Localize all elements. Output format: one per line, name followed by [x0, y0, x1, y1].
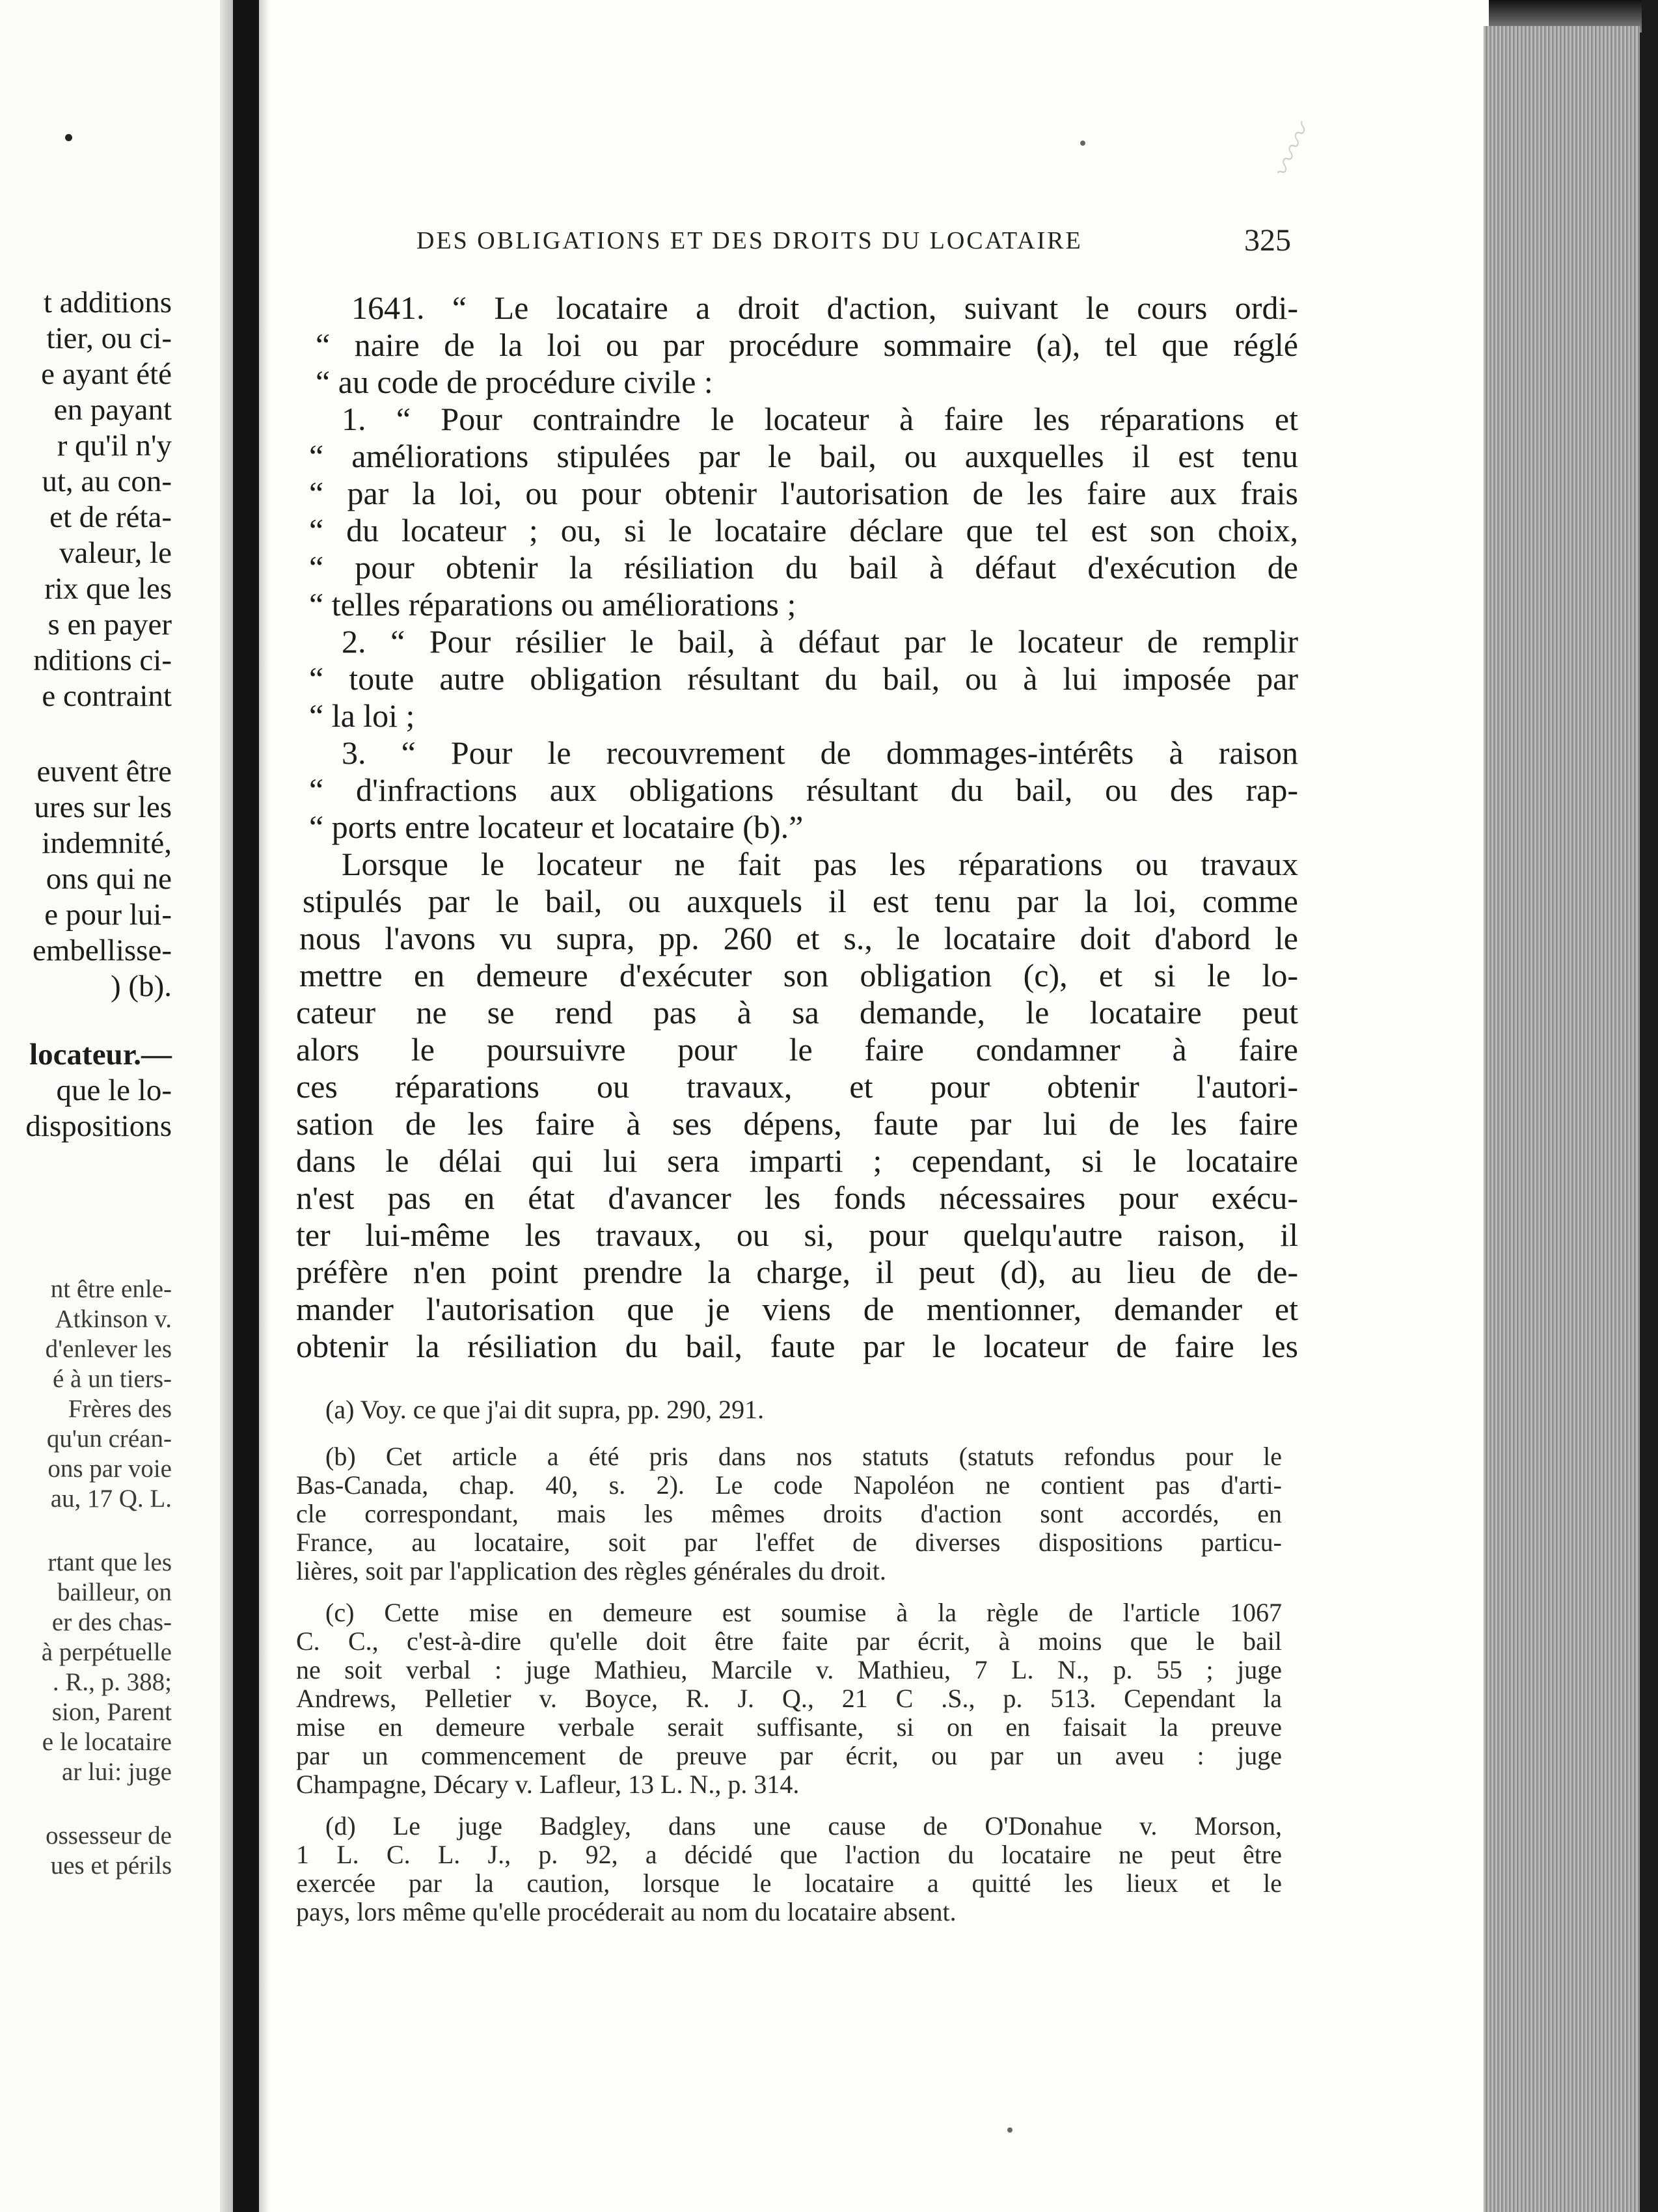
- previous-page-line: bailleur, on: [57, 1578, 172, 1606]
- previous-page-line: au, 17 Q. L.: [50, 1485, 172, 1513]
- body-text-line: “ ports entre locateur et locataire (b).”: [309, 809, 804, 845]
- body-text-line: “ par la loi, ou pour obtenir l'autorisation de les faire aux frais: [309, 475, 1298, 511]
- running-head: DES OBLIGATIONS ET DES DROITS DU LOCATAIRE: [416, 227, 1083, 254]
- previous-page-line: ) (b).: [111, 969, 172, 1003]
- previous-page-line: ons par voie: [48, 1455, 172, 1483]
- previous-page-line: ures sur les: [34, 790, 172, 824]
- previous-page-line: que le lo-: [56, 1073, 172, 1107]
- footnote-line: C. C., c'est-à-dire qu'elle doit être faite par écrit, à moins que le bail: [296, 1626, 1282, 1656]
- previous-page-line: t additions: [43, 286, 172, 319]
- body-text-line: sation de les faire à ses dépens, faute par lui de les faire: [296, 1105, 1298, 1142]
- previous-page-line: ar lui: juge: [62, 1758, 172, 1786]
- previous-page-line: ossesseur de: [46, 1822, 172, 1850]
- previous-page-line: ons qui ne: [46, 862, 172, 896]
- previous-page-line: qu'un créan-: [46, 1425, 172, 1453]
- body-text-line: ter lui-même les travaux, ou si, pour quelqu'autre raison, il: [296, 1217, 1298, 1253]
- previous-page-line: en payant: [53, 393, 172, 427]
- body-text-line: 1641. “ Le locataire a droit d'action, suivant le cours ordi-: [351, 290, 1298, 326]
- previous-page-line: dispositions: [25, 1109, 172, 1143]
- body-text-line: obtenir la résiliation du bail, faute par le locateur de faire les: [296, 1328, 1298, 1364]
- footnote-line: (c) Cette mise en demeure est soumise à la règle de l'article 1067: [325, 1598, 1282, 1627]
- previous-page-line: e le locataire: [42, 1728, 172, 1756]
- body-text-line: 1. “ Pour contraindre le locateur à faire les réparations et: [342, 401, 1298, 437]
- previous-page-line: ut, au con-: [42, 465, 172, 498]
- previous-page-line: e ayant été: [41, 357, 172, 391]
- body-text-line: Lorsque le locateur ne fait pas les réparations ou travaux: [342, 846, 1298, 882]
- previous-page: [0, 0, 233, 2212]
- previous-page-line: et de réta-: [49, 500, 172, 534]
- body-text-line: 3. “ Pour le recouvrement de dommages-intérêts à raison: [342, 735, 1298, 771]
- previous-page-line: d'enlever les: [45, 1335, 172, 1363]
- previous-page-line: s en payer: [48, 608, 172, 641]
- footnote-line: (d) Le juge Badgley, dans une cause de O'Donahue v. Morson,: [325, 1811, 1282, 1841]
- body-text-line: mander l'autorisation que je viens de mentionner, demander et: [296, 1291, 1298, 1327]
- footnote-line: pays, lors même qu'elle procéderait au nom du locataire absent.: [296, 1897, 957, 1926]
- footnote-line: Andrews, Pelletier v. Boyce, R. J. Q., 21 C .S., p. 513. Cependant la: [296, 1684, 1282, 1713]
- footnote-line: Champagne, Décary v. Lafleur, 13 L. N., p. 314.: [296, 1770, 800, 1799]
- body-text-line: ces réparations ou travaux, et pour obtenir l'autori-: [296, 1068, 1298, 1105]
- footnote-line: 1 L. C. L. J., p. 92, a décidé que l'action du locataire ne peut être: [296, 1840, 1282, 1869]
- previous-page-line: er des chas-: [51, 1608, 172, 1636]
- body-text-line: “ améliorations stipulées par le bail, ou auxquelles il est tenu: [309, 438, 1298, 474]
- ink-dot: [65, 134, 72, 141]
- previous-page-line: valeur, le: [59, 536, 172, 570]
- body-text-line: nous l'avons vu supra, pp. 260 et s., le locataire doit d'abord le: [299, 920, 1298, 956]
- previous-page-line: rtant que les: [48, 1548, 172, 1576]
- previous-page-line: rix que les: [44, 572, 172, 606]
- body-text-line: “ naire de la loi ou par procédure sommaire (a), tel que réglé: [316, 327, 1298, 363]
- previous-page-line: nditions ci-: [33, 643, 172, 677]
- body-text-line: “ d'infractions aux obligations résultant du bail, ou des rap-: [309, 772, 1298, 808]
- previous-page-line: Atkinson v.: [55, 1305, 172, 1333]
- previous-page-line: indemnité,: [42, 826, 172, 860]
- body-text-line: 2. “ Pour résilier le bail, à défaut par le locateur de remplir: [342, 623, 1298, 660]
- body-text-line: “ toute autre obligation résultant du bail, ou à lui imposée par: [309, 660, 1298, 697]
- previous-page-line: é à un tiers-: [52, 1365, 172, 1393]
- footnote-line: exercée par la caution, lorsque le locataire a quitté les lieux et le: [296, 1868, 1282, 1898]
- footnote-line: ne soit verbal : juge Mathieu, Marcile v. Mathieu, 7 L. N., p. 55 ; juge: [296, 1655, 1282, 1684]
- footnote-line: France, au locataire, soit par l'effet de diverses dispositions particu-: [296, 1528, 1282, 1557]
- body-text-line: “ du locateur ; ou, si le locataire déclare que tel est son choix,: [309, 512, 1298, 548]
- body-text-line: “ la loi ;: [309, 697, 415, 734]
- previous-page-line: embellisse-: [32, 934, 172, 967]
- footnote-line: (b) Cet article a été pris dans nos statuts (statuts refondus pour le: [325, 1442, 1282, 1471]
- body-text-line: “ au code de procédure civile :: [316, 364, 713, 400]
- previous-page-line: euvent être: [36, 755, 172, 789]
- previous-page-line: tier, ou ci-: [46, 321, 172, 355]
- left-gutter-shadow: [220, 0, 233, 2212]
- body-text-line: “ telles réparations ou améliorations ;: [309, 586, 796, 623]
- previous-page-line: nt être enle-: [50, 1275, 172, 1303]
- footnote-line: par un commencement de preuve par écrit, ou par un aveu : juge: [296, 1741, 1282, 1770]
- body-text-line: mettre en demeure d'exécuter son obligation (c), et si le lo-: [299, 957, 1298, 993]
- body-text-line: alors le poursuivre pour le faire condamner à faire: [296, 1031, 1298, 1068]
- page-shadow: [259, 0, 269, 2212]
- previous-page-line: r qu'il n'y: [57, 429, 172, 463]
- previous-page-line: à perpétuelle: [41, 1638, 172, 1666]
- previous-page-line: e contraint: [42, 679, 172, 713]
- body-text-line: n'est pas en état d'avancer les fonds nécessaires pour exécu-: [296, 1180, 1298, 1216]
- footnote-line: lières, soit par l'application des règles générales du droit.: [296, 1556, 886, 1585]
- footnote-line: cle correspondant, mais les mêmes droits d'action sont accordés, en: [296, 1499, 1282, 1528]
- ink-dot: [1007, 2127, 1012, 2133]
- ink-dot: [1080, 141, 1085, 146]
- previous-page-line: sion, Parent: [51, 1698, 172, 1726]
- footnote-line: Bas-Canada, chap. 40, s. 2). Le code Napoléon ne contient pas d'arti-: [296, 1470, 1282, 1500]
- footnote-line: (a) Voy. ce que j'ai dit supra, pp. 290, 291.: [325, 1395, 765, 1424]
- body-text-line: cateur ne se rend pas à sa demande, le locataire peut: [296, 994, 1298, 1031]
- body-text-line: préfère n'en point prendre la charge, il peut (d), au lieu de de-: [296, 1254, 1298, 1290]
- pencil-marginalia: 〰〰: [1265, 119, 1320, 185]
- previous-page-line: . R., p. 388;: [52, 1668, 172, 1696]
- body-text-line: dans le délai qui lui sera imparti ; cependant, si le locataire: [296, 1142, 1298, 1179]
- footnote-line: mise en demeure verbale serait suffisante, si on en faisait la preuve: [296, 1712, 1282, 1742]
- binding-gap: [233, 0, 259, 2212]
- book-fore-edge: [1484, 26, 1640, 2212]
- previous-page-line: ues et périls: [50, 1852, 172, 1880]
- previous-page-line: e pour lui-: [44, 898, 172, 932]
- page-number: 325: [1244, 223, 1291, 258]
- previous-page-line: locateur.—: [29, 1038, 172, 1072]
- body-text-line: stipulés par le bail, ou auxquels il est tenu par la loi, comme: [303, 883, 1298, 919]
- previous-page-line: Frères des: [68, 1395, 172, 1423]
- body-text-line: “ pour obtenir la résiliation du bail à défaut d'exécution de: [309, 549, 1298, 586]
